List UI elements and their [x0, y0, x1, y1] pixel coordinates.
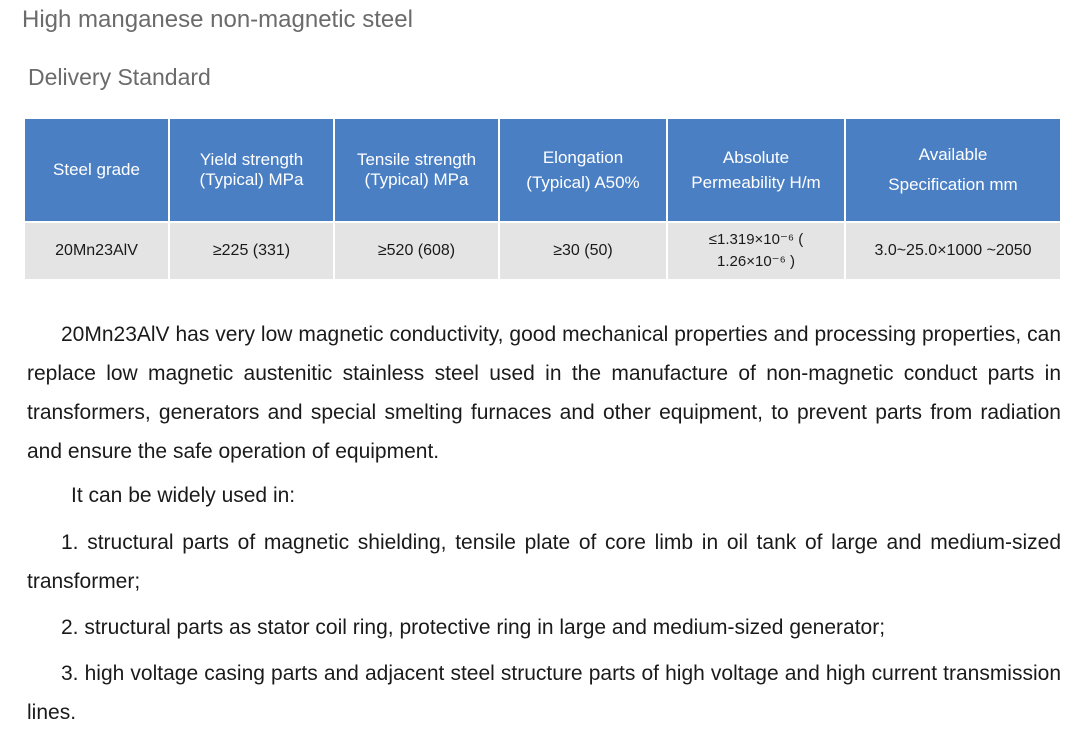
table-header-row [25, 119, 1060, 222]
delivery-standard-table [25, 119, 1060, 279]
intro-paragraph: 20Mn23AlV has very low magnetic conductivity, good mechanical properties and processing properties, can replace low magnetic austenitic stainless steel used in the manufacture of non-magnetic conduct parts in transformers, generators and special smelting furnaces and other equipment, to prevent parts from radiation and ensure the safe operation of equipment. [27, 323, 1061, 463]
header-steel-grade: Steel grade [25, 119, 169, 222]
header-available-specification: Available Specification mm [845, 119, 1060, 222]
table-row [25, 222, 1060, 279]
cell-specification: 3.0~25.0×1000 ~2050 [845, 222, 1060, 279]
permeability-line-2: 1.26×10⁻⁶ ) [717, 253, 795, 270]
section-title: Delivery Standard [28, 64, 211, 90]
use-item-2: 2. structural parts as stator coil ring, protective ring in large and medium-sized generator; [61, 616, 886, 639]
cell-yield-strength: ≥225 (331) [169, 222, 334, 279]
use-item-3: 3. high voltage casing parts and adjacent steel structure parts of high voltage and high current transmission lines. [27, 662, 1061, 724]
cell-permeability [667, 222, 845, 279]
use-item-1: 1. structural parts of magnetic shielding, tensile plate of core limb in oil tank of large and medium-sized transformer; [27, 531, 1061, 593]
cell-tensile-strength: ≥520 (608) [334, 222, 499, 279]
header-tensile-strength: Tensile strength (Typical) MPa [334, 119, 499, 222]
uses-heading: It can be widely used in: [71, 484, 296, 507]
header-yield-strength: Yield strength (Typical) MPa [169, 119, 334, 222]
page-title: High manganese non-magnetic steel [22, 6, 413, 33]
header-absolute-permeability: Absolute Permeability H/m [667, 119, 845, 222]
header-elongation: Elongation (Typical) A50% [499, 119, 667, 222]
permeability-line-1: ≤1.319×10⁻⁶ ( [708, 231, 804, 248]
cell-steel-grade: 20Mn23AlV [25, 222, 169, 279]
cell-elongation: ≥30 (50) [499, 222, 667, 279]
